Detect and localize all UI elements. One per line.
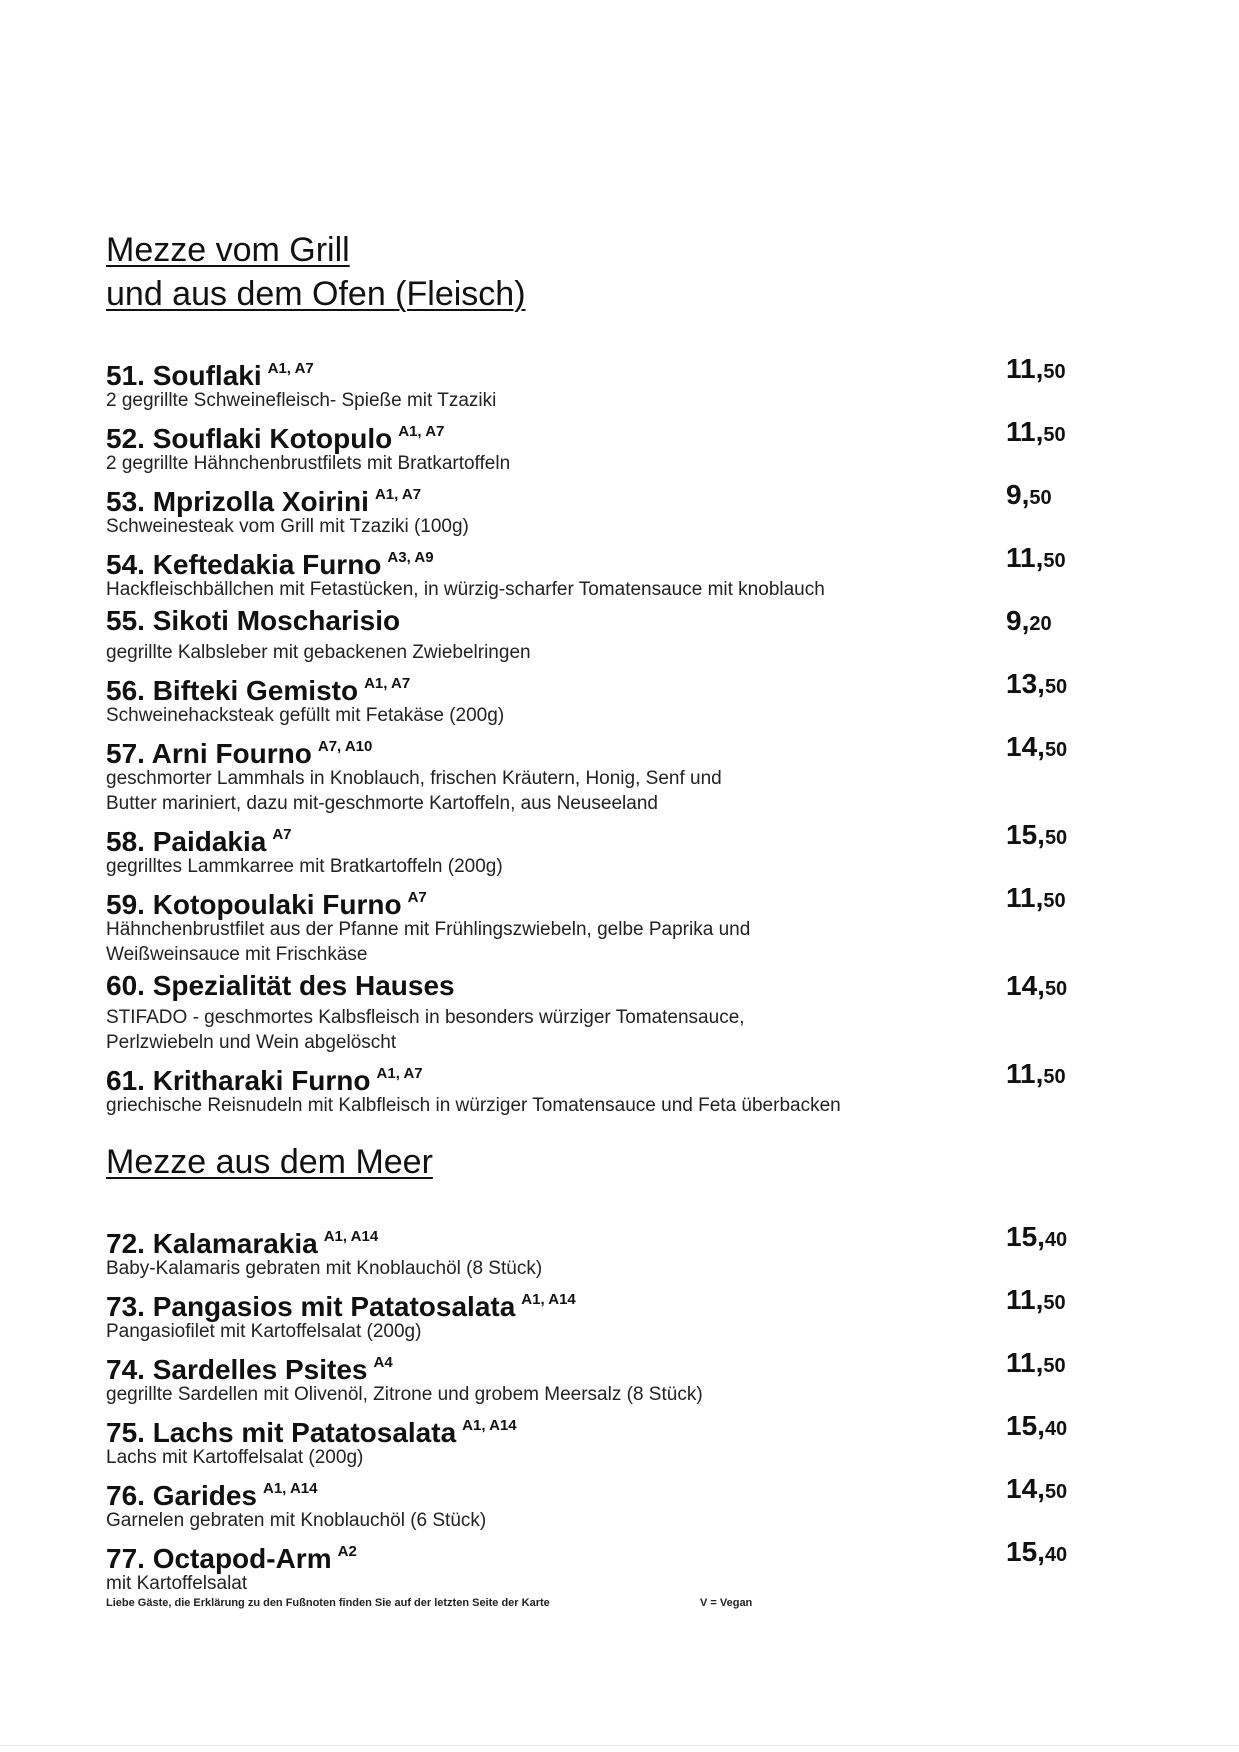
menu-item — [106, 1470, 1106, 1533]
price-euros: 13, — [1006, 668, 1045, 699]
menu-item — [106, 476, 1106, 539]
dish-price — [1006, 1407, 1067, 1448]
section-title-line: und aus dem Ofen (Fleisch) — [106, 275, 526, 313]
menu-item — [106, 413, 1106, 476]
vegan-legend: V = Vegan — [700, 1597, 753, 1609]
allergen-codes: A1, A14 — [462, 1417, 517, 1434]
dish-name — [106, 1470, 317, 1515]
dish-name-text: 52. Souflaki Kotopulo — [106, 423, 393, 454]
price-cents: 50 — [1044, 1481, 1068, 1503]
price-cents: 50 — [1043, 1355, 1066, 1377]
allergen-codes: A7 — [272, 826, 292, 843]
dish-name-text: 55. Sikoti Moscharisio — [106, 605, 401, 636]
dish-name — [106, 1055, 423, 1100]
allergen-codes: A1, A7 — [374, 486, 422, 503]
menu-item-header — [106, 665, 1106, 706]
price-euros: 9, — [1006, 605, 1030, 636]
scan-edge-line — [0, 1745, 1239, 1746]
dish-price — [1006, 967, 1067, 1008]
menu-item — [106, 816, 1106, 879]
allergen-codes: A1, A7 — [376, 1065, 423, 1082]
dish-name-text: 73. Pangasios mit Patatosalata — [106, 1291, 516, 1322]
menu-item-header — [106, 1281, 1106, 1322]
dish-description: gegrillte Kalbsleber mit gebackenen Zwiebelringen — [106, 642, 531, 663]
menu-item-header — [106, 602, 1106, 640]
dish-description: mit Kartoffelsalat — [106, 1573, 248, 1594]
price-cents: 50 — [1043, 1066, 1066, 1088]
price-euros: 15, — [1006, 819, 1045, 850]
dish-name — [106, 1218, 378, 1263]
dish-name — [106, 1281, 576, 1326]
section-meer — [106, 1140, 1106, 1596]
dish-price — [1006, 539, 1066, 580]
menu-item-header — [106, 1344, 1106, 1385]
allergen-codes: A1, A7 — [364, 675, 411, 692]
price-cents: 40 — [1044, 1544, 1068, 1566]
dish-name — [106, 665, 410, 710]
dish-description: gegrilltes Lammkarree mit Bratkartoffeln (200g) — [106, 856, 503, 877]
menu-item-header — [106, 879, 1106, 920]
dish-name-text: 58. Paidakia — [106, 826, 267, 857]
dish-name — [106, 1533, 357, 1578]
allergen-codes: A4 — [373, 1354, 393, 1371]
price-cents: 20 — [1029, 613, 1052, 635]
dish-price — [1006, 816, 1067, 857]
allergen-codes: A1, A14 — [521, 1291, 576, 1308]
dish-name — [106, 816, 292, 861]
price-cents: 50 — [1043, 1292, 1066, 1314]
dish-name — [106, 1407, 517, 1452]
dish-name — [106, 728, 372, 773]
menu-item-header — [106, 728, 1106, 769]
price-euros: 11, — [1006, 542, 1044, 573]
menu-item-header — [106, 413, 1106, 454]
section-grill — [106, 228, 1106, 1118]
dish-price — [1006, 1533, 1067, 1574]
dish-price — [1006, 1281, 1066, 1322]
dish-description: griechische Reisnudeln mit Kalbfleisch in würziger Tomatensauce und Feta überbacken — [106, 1095, 841, 1116]
price-euros: 15, — [1006, 1221, 1045, 1252]
price-cents: 50 — [1044, 739, 1068, 761]
price-cents: 40 — [1044, 1229, 1068, 1251]
allergen-codes: A1, A14 — [323, 1228, 379, 1245]
dish-description: STIFADO - geschmortes Kalbsfleisch in besonders würziger Tomatensauce, Perlzwiebeln und Wein abgelöscht — [106, 1007, 745, 1053]
price-cents: 50 — [1043, 361, 1066, 383]
menu-item — [106, 1055, 1106, 1118]
menu-items — [106, 1218, 1106, 1596]
dish-description: 2 gegrillte Schweinefleisch- Spieße mit Tzaziki — [106, 390, 497, 411]
price-euros: 11, — [1006, 1347, 1044, 1378]
dish-description: Pangasiofilet mit Kartoffelsalat (200g) — [106, 1321, 422, 1342]
price-cents: 50 — [1043, 890, 1066, 912]
dish-description: Hähnchenbrustfilet aus der Pfanne mit Frühlingszwiebeln, gelbe Paprika und Weißweinsauce mit Frischkäse — [106, 919, 751, 965]
dish-name-text: 76. Garides — [106, 1480, 257, 1511]
dish-price — [1006, 1218, 1067, 1259]
dish-name — [106, 413, 444, 458]
dish-name-text: 56. Bifteki Gemisto — [106, 675, 359, 706]
allergen-codes: A7, A10 — [317, 738, 373, 755]
menu-item-header — [106, 539, 1106, 580]
menu-item — [106, 1344, 1106, 1407]
menu-item-header — [106, 1218, 1106, 1259]
menu-item — [106, 967, 1106, 1055]
price-cents: 50 — [1044, 676, 1068, 698]
section-title — [106, 228, 1106, 316]
price-cents: 50 — [1044, 978, 1068, 1000]
section-title-line: Mezze aus dem Meer — [106, 1143, 433, 1181]
dish-price — [1006, 350, 1066, 391]
price-cents: 50 — [1043, 550, 1066, 572]
price-euros: 11, — [1006, 1058, 1044, 1089]
dish-name — [106, 476, 421, 521]
dish-description: 2 gegrillte Hähnchenbrustfilets mit Bratkartoffeln — [106, 453, 511, 474]
menu-item — [106, 539, 1106, 602]
menu-item-header — [106, 816, 1106, 857]
dish-price — [1006, 476, 1052, 517]
dish-description: Baby-Kalamaris gebraten mit Knoblauchöl (8 Stück) — [106, 1258, 543, 1279]
price-cents: 50 — [1029, 487, 1052, 509]
menu-item — [106, 1281, 1106, 1344]
price-euros: 11, — [1006, 882, 1044, 913]
footnote-note: Liebe Gäste, die Erklärung zu den Fußnoten finden Sie auf der letzten Seite der Karte — [106, 1597, 550, 1609]
dish-name-text: 74. Sardelles Psites — [106, 1354, 368, 1385]
price-euros: 11, — [1006, 353, 1044, 384]
dish-name-text: 75. Lachs mit Patatosalata — [106, 1417, 457, 1448]
price-euros: 11, — [1006, 1284, 1044, 1315]
price-euros: 9, — [1006, 479, 1030, 510]
menu-item-header — [106, 350, 1106, 391]
dish-description: Garnelen gebraten mit Knoblauchöl (6 Stück) — [106, 1510, 487, 1531]
dish-description: Lachs mit Kartoffelsalat (200g) — [106, 1447, 364, 1468]
dish-price — [1006, 413, 1066, 454]
menu-item-header — [106, 1470, 1106, 1511]
dish-price — [1006, 728, 1067, 769]
dish-name — [106, 1344, 393, 1389]
dish-name-text: 72. Kalamarakia — [106, 1228, 318, 1259]
dish-description: Hackfleischbällchen mit Fetastücken, in würzig-scharfer Tomatensauce mit knoblauch — [106, 579, 825, 600]
section-title-line: Mezze vom Grill — [106, 231, 350, 269]
menu-item — [106, 1533, 1106, 1596]
dish-name-text: 77. Octapod-Arm — [106, 1543, 332, 1574]
menu-item — [106, 602, 1106, 665]
menu-items — [106, 350, 1106, 1118]
menu-item — [106, 665, 1106, 728]
price-euros: 14, — [1006, 1473, 1045, 1504]
dish-description: Schweinehacksteak gefüllt mit Fetakäse (200g) — [106, 705, 505, 726]
menu-item — [106, 1218, 1106, 1281]
dish-price — [1006, 1055, 1066, 1096]
dish-description: Schweinesteak vom Grill mit Tzaziki (100g) — [106, 516, 469, 537]
price-cents: 40 — [1044, 1418, 1068, 1440]
section-title — [106, 1140, 1106, 1184]
dish-name-text: 59. Kotopoulaki Furno — [106, 889, 402, 920]
dish-name — [106, 967, 455, 1005]
allergen-codes: A2 — [337, 1543, 357, 1560]
menu-item-header — [106, 1407, 1106, 1448]
price-cents: 50 — [1044, 827, 1068, 849]
menu-item — [106, 879, 1106, 967]
menu-item-header — [106, 967, 1106, 1005]
dish-name — [106, 539, 434, 584]
price-euros: 15, — [1006, 1410, 1045, 1441]
menu-item-header — [106, 1533, 1106, 1574]
allergen-codes: A1, A14 — [262, 1480, 318, 1497]
dish-name-text: 51. Souflaki — [106, 360, 262, 391]
allergen-codes: A3, A9 — [387, 549, 434, 566]
menu-item — [106, 728, 1106, 816]
dish-name — [106, 879, 427, 924]
dish-name-text: 60. Spezialität des Hauses — [106, 970, 455, 1001]
dish-description: gegrillte Sardellen mit Olivenöl, Zitrone und grobem Meersalz (8 Stück) — [106, 1384, 703, 1405]
dish-price — [1006, 1344, 1066, 1385]
dish-name-text: 54. Keftedakia Furno — [106, 549, 382, 580]
menu-item-header — [106, 1055, 1106, 1096]
menu-item — [106, 1407, 1106, 1470]
menu-item — [106, 350, 1106, 413]
allergen-codes: A1, A7 — [398, 423, 445, 440]
dish-name-text: 53. Mprizolla Xoirini — [106, 486, 369, 517]
price-euros: 15, — [1006, 1536, 1045, 1567]
allergen-codes: A7 — [407, 889, 427, 906]
dish-name-text: 57. Arni Fourno — [106, 738, 312, 769]
menu-item-header — [106, 476, 1106, 517]
dish-description: geschmorter Lammhals in Knoblauch, frischen Kräutern, Honig, Senf und Butter mariniert, dazu mit-geschmorte Kartoffeln, aus Neuseeland — [106, 768, 722, 814]
price-euros: 14, — [1006, 970, 1045, 1001]
dish-name — [106, 602, 400, 640]
price-cents: 50 — [1043, 424, 1066, 446]
price-euros: 11, — [1006, 416, 1044, 447]
dish-name — [106, 350, 314, 395]
dish-price — [1006, 879, 1066, 920]
dish-price — [1006, 1470, 1067, 1511]
dish-price — [1006, 602, 1052, 643]
allergen-codes: A1, A7 — [267, 360, 314, 377]
dish-price — [1006, 665, 1067, 706]
price-euros: 14, — [1006, 731, 1045, 762]
dish-name-text: 61. Kritharaki Furno — [106, 1065, 371, 1096]
